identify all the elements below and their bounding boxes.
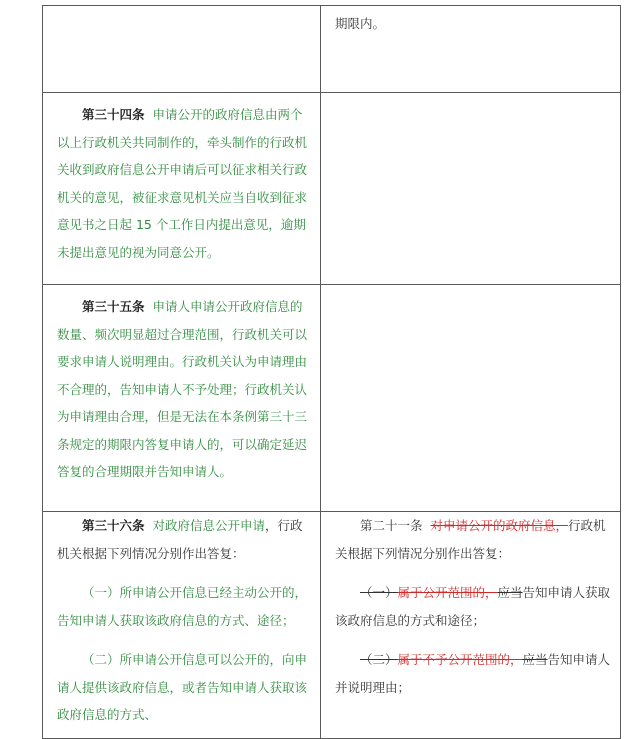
new-text-cell bbox=[43, 512, 321, 739]
old-text-cell bbox=[321, 512, 621, 739]
added-text: 申请人申请公开政府信息的数量、频次明显超过合理范围，行政机关可以要求申请人说明理由。行政机关认为申请理由不合理的，告知申请人不予处理；行政机关认为申请理由合理，但是无法在本条例第三十三条规定的期限内答复申请人的，可以确定延迟答复的合理期限并告知申请人。 bbox=[57, 299, 308, 479]
added-item: （二）所申请公开信息可以公开的，向申请人提供该政府信息，或者告知申请人获取该政府信息的方式、 bbox=[57, 652, 308, 722]
old-item bbox=[335, 579, 612, 634]
cell-text: 期限内。 bbox=[335, 16, 386, 31]
article-number: 第二十一条 bbox=[360, 518, 423, 533]
deleted-text: 属于不予公开范围的， bbox=[397, 652, 523, 667]
deleted-text: 应当 bbox=[497, 585, 523, 600]
new-text-cell bbox=[43, 6, 321, 93]
unchanged-text: ，行政机关根据下列情况分别作出答复： bbox=[57, 518, 303, 561]
old-item bbox=[335, 646, 612, 701]
article-number: 第三十五条 bbox=[82, 299, 145, 314]
unchanged-text: 告知申请人并说明理由； bbox=[335, 652, 611, 695]
added-text: 申请公开的政府信息由两个以上行政机关共同制作的，牵头制作的行政机关收到政府信息公开申请后可以征求相关行政机关的意见，被征求意见机关应当自收到征求意见书之日起 15 个工作日内提出意见，逾期未提出意见的视为同意公开。 bbox=[57, 107, 308, 260]
table-row bbox=[43, 93, 621, 285]
new-text-cell bbox=[43, 93, 321, 285]
article-paragraph bbox=[335, 512, 612, 567]
article-paragraph bbox=[57, 101, 312, 266]
deleted-item-number: （二） bbox=[360, 652, 398, 667]
comparison-table bbox=[42, 5, 621, 739]
deleted-text: 应当 bbox=[522, 652, 548, 667]
unchanged-text: 行政机关根据下列情况分别作出答复： bbox=[335, 518, 606, 561]
table-row bbox=[43, 285, 621, 512]
added-text: 对政府信息公开申请 bbox=[152, 518, 265, 533]
article-paragraph bbox=[57, 512, 312, 567]
new-text-cell bbox=[43, 285, 321, 512]
deleted-text: 属于公开范围的， bbox=[397, 585, 498, 600]
deleted-text: 对申请公开的政府信息， bbox=[430, 518, 568, 533]
deleted-item-number: （一） bbox=[360, 585, 398, 600]
added-item: （一）所申请公开信息已经主动公开的，告知申请人获取该政府信息的方式、途径； bbox=[57, 585, 308, 628]
article-number: 第三十四条 bbox=[82, 107, 145, 122]
old-text-cell bbox=[321, 93, 621, 285]
article-paragraph bbox=[57, 293, 312, 486]
old-text-cell bbox=[321, 6, 621, 93]
unchanged-text: 告知申请人获取该政府信息的方式和途径； bbox=[335, 585, 611, 628]
table-row bbox=[43, 6, 621, 93]
article-number: 第三十六条 bbox=[82, 518, 145, 533]
table-row bbox=[43, 512, 621, 739]
old-text-cell bbox=[321, 285, 621, 512]
